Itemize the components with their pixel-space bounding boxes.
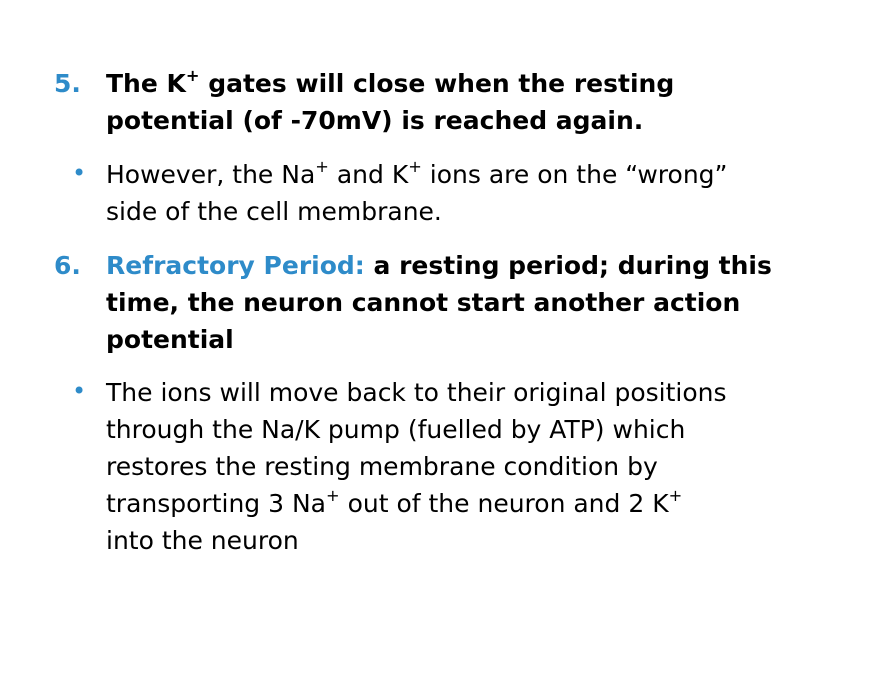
number-marker: 5. bbox=[54, 69, 81, 98]
bullet-point bbox=[54, 156, 844, 232]
text-run: ions are on the “wrong” bbox=[421, 160, 728, 189]
bullet-text bbox=[106, 374, 826, 559]
text-line: The ions will move back to their original positions bbox=[106, 378, 727, 407]
text-run: out of the neuron and 2 K bbox=[339, 489, 669, 518]
point-text bbox=[106, 247, 826, 358]
text-line: through the Na/K pump (fuelled by ATP) which bbox=[106, 415, 686, 444]
bullet-icon: • bbox=[72, 377, 87, 405]
text-line bbox=[106, 485, 826, 522]
text-run: a resting period; during this bbox=[364, 251, 772, 280]
superscript: + bbox=[326, 486, 340, 506]
text-line: potential (of -70mV) is reached again. bbox=[106, 106, 644, 135]
bullet-point bbox=[54, 374, 844, 560]
numbered-point-6 bbox=[54, 247, 844, 359]
text-line bbox=[106, 247, 826, 284]
bullet-text bbox=[106, 156, 826, 230]
term-highlight: Refractory Period: bbox=[106, 251, 365, 280]
text-line: into the neuron bbox=[106, 526, 299, 555]
text-run: However, the Na bbox=[106, 160, 316, 189]
superscript: + bbox=[408, 157, 422, 177]
text-line: time, the neuron cannot start another action bbox=[106, 288, 741, 317]
text-line: side of the cell membrane. bbox=[106, 197, 442, 226]
point-text bbox=[106, 65, 826, 139]
bullet-icon: • bbox=[72, 159, 87, 187]
superscript: + bbox=[315, 157, 329, 177]
text-line bbox=[106, 65, 826, 102]
text-run: and K bbox=[328, 160, 409, 189]
text-run: gates will close when the resting bbox=[199, 69, 675, 98]
text-run: transporting 3 Na bbox=[106, 489, 326, 518]
superscript: + bbox=[668, 486, 683, 506]
text-line bbox=[106, 156, 826, 193]
text-line: potential bbox=[106, 325, 234, 354]
numbered-point-5 bbox=[54, 65, 844, 141]
superscript: + bbox=[185, 66, 200, 86]
text-line: restores the resting membrane condition by bbox=[106, 452, 658, 481]
number-marker: 6. bbox=[54, 251, 81, 280]
text-run: The K bbox=[106, 69, 186, 98]
